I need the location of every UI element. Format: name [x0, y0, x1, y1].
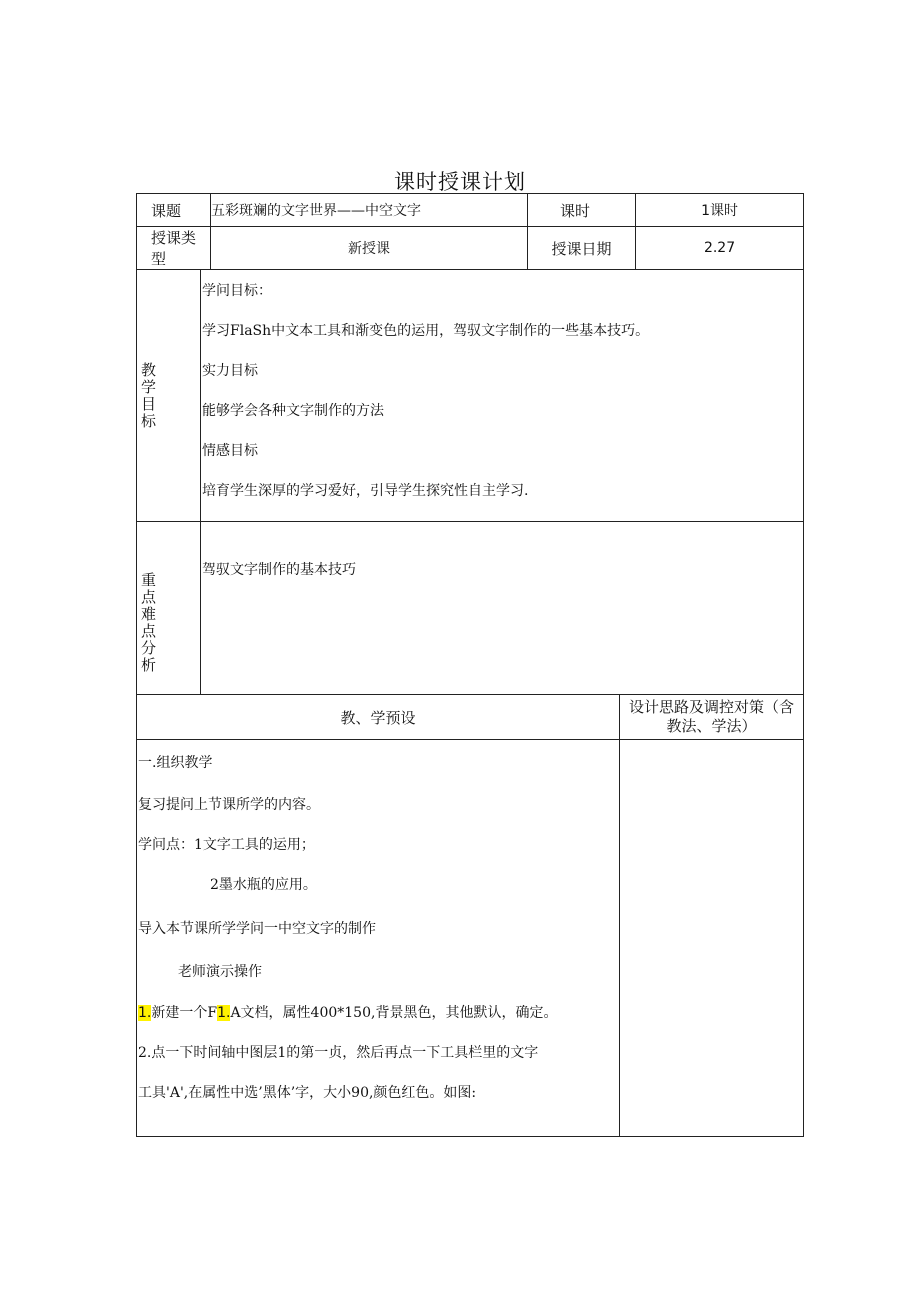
lesson-plan-table — [136, 193, 804, 1137]
step1-pre: 新建一个F — [151, 1005, 218, 1021]
type-value: 新授课 — [211, 227, 528, 270]
objective-line: 培育学生深厚的学习爱好，引导学生探究性自主学习. — [202, 483, 529, 499]
design-line: 2墨水瓶的应用。 — [210, 877, 317, 893]
design-left-header: 教、学预设 — [137, 695, 620, 740]
topic-label: 课题 — [137, 194, 211, 227]
step1-post: A文档，属性400*150,背景黑色，其他默认，确定。 — [230, 1005, 558, 1021]
keypoints-label: 重点难点分析 — [141, 571, 157, 674]
design-line: 复习提问上节课所学的内容。 — [138, 797, 320, 813]
objectives-label: 教学目标 — [141, 360, 157, 430]
design-step2-line1: 2.点一下时间轴中图层1的第一贞，然后再点一下工具栏里的文字 — [138, 1045, 539, 1061]
objective-line: 实力目标 — [202, 363, 258, 379]
objectives-label-cell — [137, 270, 201, 522]
design-line: 学问点：1文字工具的运用； — [138, 837, 315, 853]
keypoints-text: 驾驭文字制作的基本技巧 — [202, 562, 356, 578]
design-step1 — [138, 1003, 619, 1043]
hours-value: 1课时 — [636, 194, 804, 227]
keypoints-cell — [201, 522, 804, 695]
page-title: 课时授课计划 — [394, 170, 526, 194]
step1-number-highlight: 1. — [138, 1005, 152, 1021]
design-content-cell — [137, 740, 620, 1137]
design-notes-cell — [620, 740, 804, 1137]
design-right-header-line1: 设计思路及调控对策（含 — [629, 698, 795, 716]
objective-line: 能够学会各种文字制作的方法 — [202, 403, 384, 419]
design-line: 一.组织教学 — [138, 755, 213, 771]
objective-line: 学习FlaSh中文本工具和渐变色的运用，驾驭文字制作的一些基本技巧。 — [202, 323, 650, 339]
design-right-header — [620, 695, 804, 740]
design-step2-line2: 工具'A',在属性中选’黑体’字，大小90,颜色红色。如图: — [138, 1085, 477, 1101]
design-line: 老师演示操作 — [178, 964, 262, 980]
topic-value: 五彩斑斓的文字世界——中空文字 — [211, 194, 528, 227]
objective-line: 学问目标： — [202, 283, 272, 299]
design-right-header-line2: 教法、学法） — [666, 717, 757, 735]
design-line: 导入本节课所学学问一中空文字的制作 — [138, 921, 376, 937]
type-label: 授课类型 — [137, 227, 211, 270]
keypoints-label-cell — [137, 522, 201, 695]
hours-label: 课时 — [528, 194, 636, 227]
step1-highlight: 1. — [217, 1005, 231, 1021]
objective-line: 情感目标 — [202, 443, 258, 459]
date-value: 2.27 — [636, 227, 804, 270]
date-label: 授课日期 — [528, 227, 636, 270]
objectives-cell — [201, 270, 804, 522]
